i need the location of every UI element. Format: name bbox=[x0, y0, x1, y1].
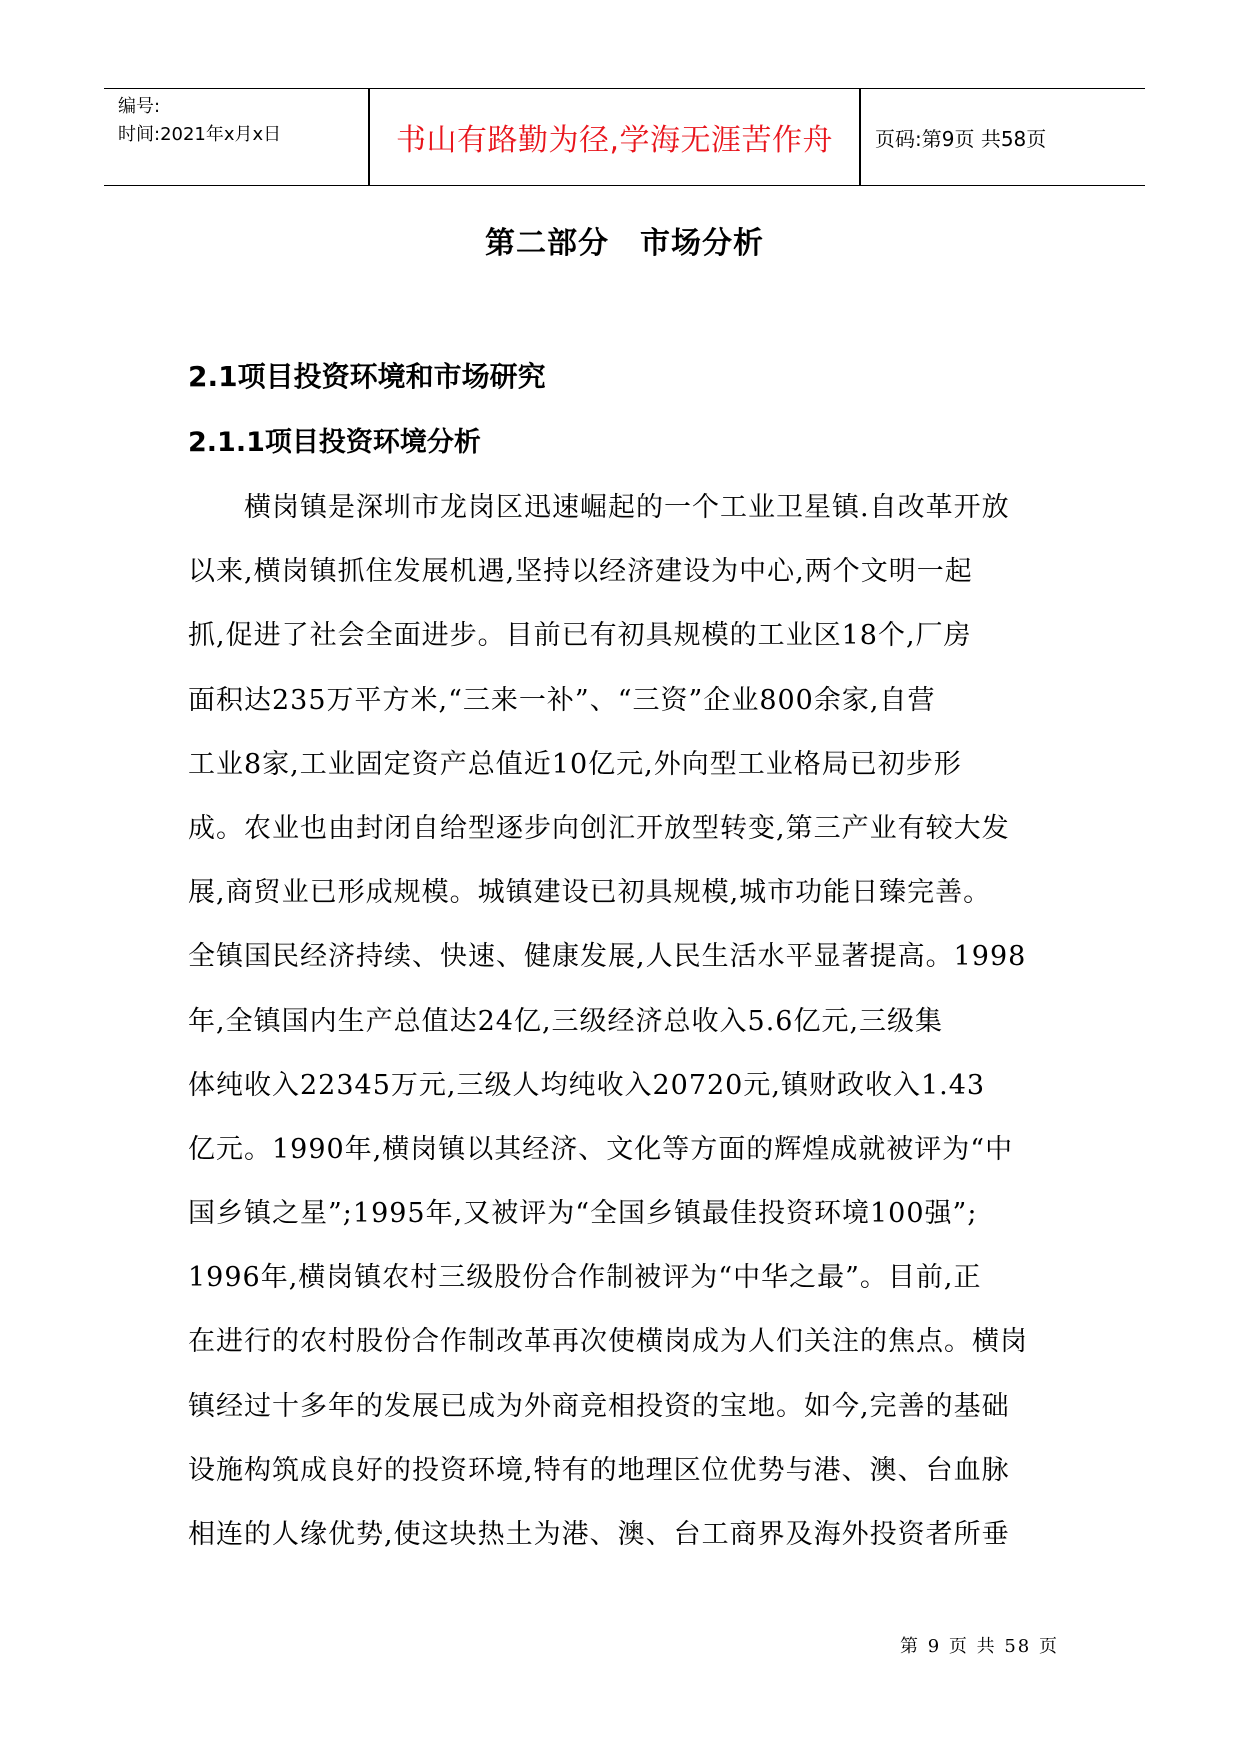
paragraph-line: 相连的人缘优势,使这块热土为港、澳、台工商界及海外投资者所垂 bbox=[188, 1519, 1010, 1550]
page-header bbox=[104, 88, 1145, 186]
paragraph-line: 年,全镇国内生产总值达24亿,三级经济总收入5.6亿元,三级集 bbox=[188, 1005, 944, 1037]
paragraph-line: 工业8家,工业固定资产总值近10亿元,外向型工业格局已初步形 bbox=[188, 748, 962, 780]
paragraph-line: 全镇国民经济持续、快速、健康发展,人民生活水平显著提高。1998 bbox=[188, 941, 1027, 973]
paragraph-line: 展,商贸业已形成规模。城镇建设已初具规模,城市功能日臻完善。 bbox=[188, 877, 992, 909]
header-page-number: 页码:第9页 共58页 bbox=[875, 126, 1047, 151]
paragraph-line: 面积达235万平方米,“三来一补”、“三资”企业800余家,自营 bbox=[188, 684, 936, 716]
paragraph-line: 亿元。1990年,横岗镇以其经济、文化等方面的辉煌成就被评为“中 bbox=[188, 1133, 1014, 1165]
document-number-label: 编号: bbox=[118, 96, 161, 117]
paragraph-line: 成。农业也由封闭自给型逐步向创汇开放型转变,第三产业有较大发 bbox=[188, 812, 1010, 844]
body-paragraph bbox=[188, 476, 1068, 1567]
paragraph-line: 体纯收入22345万元,三级人均纯收入20720元,镇财政收入1.43 bbox=[188, 1069, 986, 1101]
subsection-heading: 2.1.1项目投资环境分析 bbox=[188, 427, 481, 458]
paragraph-line: 国乡镇之星”;1995年,又被评为“全国乡镇最佳投资环境100强”; bbox=[188, 1198, 978, 1230]
header-meta bbox=[118, 93, 358, 149]
part-title: 第二部分 市场分析 bbox=[485, 226, 764, 261]
paragraph-line: 以来,横岗镇抓住发展机遇,坚持以经济建设为中心,两个文明一起 bbox=[188, 556, 973, 588]
paragraph-line: 在进行的农村股份合作制改革再次使横岗成为人们关注的焦点。横岗 bbox=[188, 1326, 1028, 1358]
page-footer: 第 9 页 共 58 页 bbox=[900, 1636, 1059, 1657]
document-time-label: 时间:2021年x月x日 bbox=[118, 124, 282, 145]
paragraph-line: 抓,促进了社会全面进步。目前已有初具规模的工业区18个,厂房 bbox=[188, 620, 972, 652]
paragraph-line: 设施构筑成良好的投资环境,特有的地理区位优势与港、澳、台血脉 bbox=[188, 1454, 1010, 1486]
section-heading: 2.1项目投资环境和市场研究 bbox=[188, 360, 546, 393]
paragraph-line: 1996年,横岗镇农村三级股份合作制被评为“中华之最”。目前,正 bbox=[188, 1262, 982, 1294]
header-motto: 书山有路勤为径,学海无涯苦作舟 bbox=[395, 123, 834, 158]
paragraph-line: 镇经过十多年的发展已成为外商竞相投资的宝地。如今,完善的基础 bbox=[188, 1390, 1010, 1422]
paragraph-line: 横岗镇是深圳市龙岗区迅速崛起的一个工业卫星镇.自改革开放 bbox=[188, 492, 1010, 523]
